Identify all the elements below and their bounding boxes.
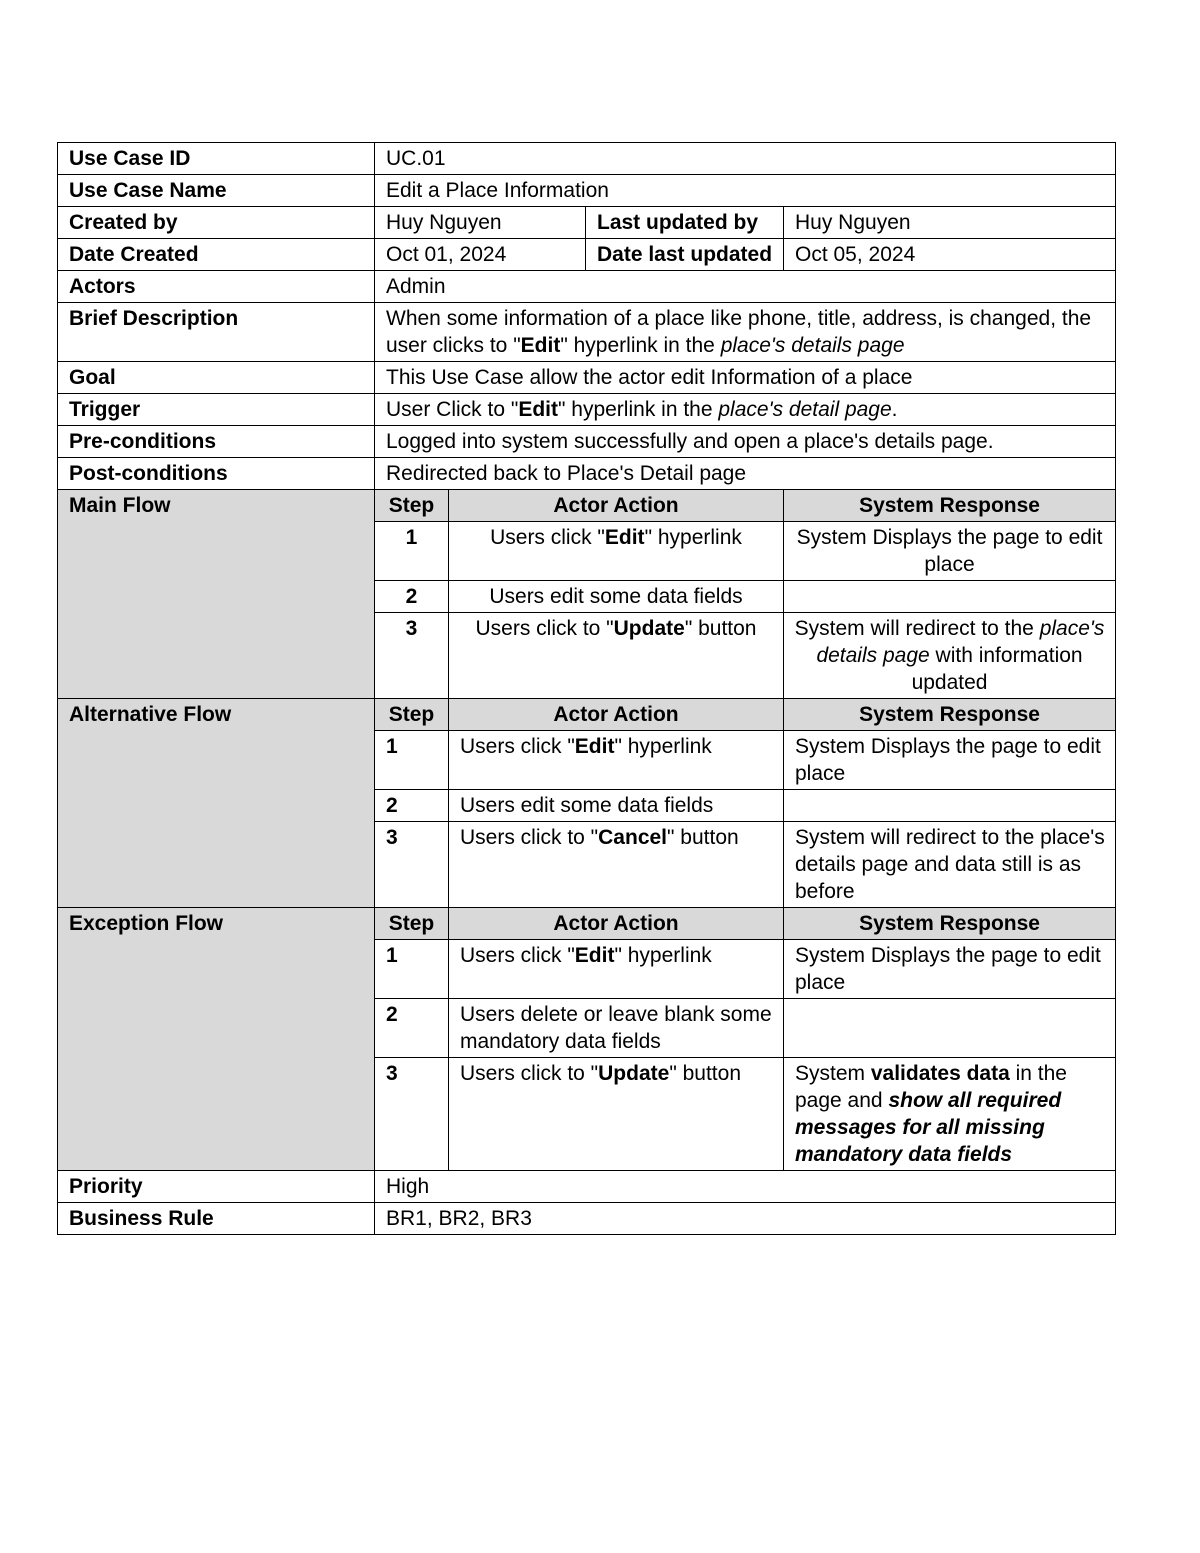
label-brief-description: Brief Description — [58, 303, 375, 362]
exc-step-2-action: Users delete or leave blank some mandatory data fields — [449, 999, 784, 1058]
value-use-case-id: UC.01 — [375, 143, 1116, 175]
main-step-3-action-b: " button — [684, 617, 757, 640]
value-postconditions: Redirected back to Place's Detail page — [375, 458, 1116, 490]
alt-flow-system-header: System Response — [784, 699, 1116, 731]
row-business-rule — [58, 1203, 1116, 1235]
label-alt-flow: Alternative Flow — [58, 699, 375, 908]
main-step-3-num: 3 — [375, 613, 449, 699]
main-step-1-action-kw: Edit — [604, 526, 645, 549]
exc-flow-actor-header: Actor Action — [449, 908, 784, 940]
exc-flow-system-header: System Response — [784, 908, 1116, 940]
exc-step-3-action-kw: Update — [598, 1062, 670, 1085]
trigger-page-ref: place's detail page — [718, 398, 892, 421]
value-brief-description — [375, 303, 1116, 362]
label-postconditions: Post-conditions — [58, 458, 375, 490]
row-postconditions — [58, 458, 1116, 490]
label-last-updated-by: Last updated by — [586, 207, 784, 239]
label-goal: Goal — [58, 362, 375, 394]
trigger-text-1: User Click to " — [386, 398, 519, 421]
alt-step-1-action-kw: Edit — [574, 735, 615, 758]
alt-step-1-action-a: Users click " — [460, 735, 575, 758]
exc-step-3-action-b: " button — [669, 1062, 742, 1085]
alt-step-3-action — [449, 822, 784, 908]
main-step-3-response — [784, 613, 1116, 699]
alt-step-1-action-b: " hyperlink — [614, 735, 712, 758]
alt-flow-step-header: Step — [375, 699, 449, 731]
value-use-case-name: Edit a Place Information — [375, 175, 1116, 207]
row-priority — [58, 1171, 1116, 1203]
value-business-rule: BR1, BR2, BR3 — [375, 1203, 1116, 1235]
exc-flow-step-header: Step — [375, 908, 449, 940]
main-flow-system-header: System Response — [784, 490, 1116, 522]
use-case-table — [57, 142, 1116, 1235]
exc-flow-header-row — [58, 908, 1116, 940]
value-goal: This Use Case allow the actor edit Information of a place — [375, 362, 1116, 394]
alt-step-2-num: 2 — [375, 790, 449, 822]
alt-step-1-num: 1 — [375, 731, 449, 790]
brief-edit-keyword: Edit — [520, 334, 561, 357]
main-step-3-resp-a: System will redirect to the — [794, 617, 1040, 640]
trigger-text-2: " hyperlink in the — [557, 398, 719, 421]
main-step-3-resp-ref: place's details page — [816, 617, 1105, 667]
alt-flow-actor-header: Actor Action — [449, 699, 784, 731]
value-actors: Admin — [375, 271, 1116, 303]
exc-step-2-response — [784, 999, 1116, 1058]
main-step-2-num: 2 — [375, 581, 449, 613]
exc-step-1-action-b: " hyperlink — [614, 944, 712, 967]
exc-step-3-resp-a: System — [795, 1062, 871, 1085]
row-created-by — [58, 207, 1116, 239]
alt-step-1-response: System Displays the page to edit place — [784, 731, 1116, 790]
row-trigger — [58, 394, 1116, 426]
main-step-1-action-b: " hyperlink — [644, 526, 742, 549]
value-priority: High — [375, 1171, 1116, 1203]
alt-flow-header-row — [58, 699, 1116, 731]
main-flow-header-row — [58, 490, 1116, 522]
exc-step-3-resp-emph: show all required messages for all missing mandatory data fields — [795, 1089, 1062, 1166]
label-date-last-updated: Date last updated — [586, 239, 784, 271]
main-step-2-response — [784, 581, 1116, 613]
label-date-created: Date Created — [58, 239, 375, 271]
label-preconditions: Pre-conditions — [58, 426, 375, 458]
main-step-1-num: 1 — [375, 522, 449, 581]
exc-step-3-num: 3 — [375, 1058, 449, 1171]
value-created-by: Huy Nguyen — [375, 207, 586, 239]
label-use-case-id: Use Case ID — [58, 143, 375, 175]
brief-text-2: " hyperlink in the — [560, 334, 721, 357]
exc-step-3-resp-b: in the page and — [795, 1062, 1067, 1112]
exc-step-2-num: 2 — [375, 999, 449, 1058]
exc-step-1-num: 1 — [375, 940, 449, 999]
exc-step-3-resp-bold: validates data — [870, 1062, 1010, 1085]
main-step-3-action-kw: Update — [613, 617, 685, 640]
exc-step-3-action — [449, 1058, 784, 1171]
alt-step-2-action: Users edit some data fields — [449, 790, 784, 822]
row-use-case-id — [58, 143, 1116, 175]
brief-page-ref: place's details page — [720, 334, 905, 357]
label-business-rule: Business Rule — [58, 1203, 375, 1235]
row-date-created — [58, 239, 1116, 271]
main-step-2-action: Users edit some data fields — [449, 581, 784, 613]
alt-step-3-num: 3 — [375, 822, 449, 908]
label-actors: Actors — [58, 271, 375, 303]
brief-text-1: When some information of a place like phone, title, address, is changed, the user clicks to " — [386, 307, 1092, 357]
label-created-by: Created by — [58, 207, 375, 239]
main-step-1-action — [449, 522, 784, 581]
label-priority: Priority — [58, 1171, 375, 1203]
row-goal — [58, 362, 1116, 394]
main-step-3-action — [449, 613, 784, 699]
alt-step-3-action-a: Users click to " — [460, 826, 599, 849]
exc-step-1-action — [449, 940, 784, 999]
value-preconditions: Logged into system successfully and open a place's details page. — [375, 426, 1116, 458]
row-brief-description — [58, 303, 1116, 362]
main-flow-step-header: Step — [375, 490, 449, 522]
main-step-3-action-a: Users click to " — [475, 617, 614, 640]
alt-step-3-response: System will redirect to the place's details page and data still is as before — [784, 822, 1116, 908]
alt-step-3-action-kw: Cancel — [598, 826, 668, 849]
alt-step-3-action-b: " button — [667, 826, 739, 849]
value-date-created: Oct 01, 2024 — [375, 239, 586, 271]
alt-step-1-action — [449, 731, 784, 790]
row-preconditions — [58, 426, 1116, 458]
exc-step-3-response — [784, 1058, 1116, 1171]
alt-step-2-response — [784, 790, 1116, 822]
main-step-1-response: System Displays the page to edit place — [784, 522, 1116, 581]
row-use-case-name — [58, 175, 1116, 207]
label-use-case-name: Use Case Name — [58, 175, 375, 207]
label-main-flow: Main Flow — [58, 490, 375, 699]
value-date-last-updated: Oct 05, 2024 — [784, 239, 1116, 271]
row-actors — [58, 271, 1116, 303]
exc-step-1-action-a: Users click " — [460, 944, 575, 967]
value-last-updated-by: Huy Nguyen — [784, 207, 1116, 239]
label-trigger: Trigger — [58, 394, 375, 426]
exc-step-1-action-kw: Edit — [574, 944, 615, 967]
value-trigger — [375, 394, 1116, 426]
exc-step-1-response: System Displays the page to edit place — [784, 940, 1116, 999]
trigger-edit-keyword: Edit — [518, 398, 558, 421]
label-exc-flow: Exception Flow — [58, 908, 375, 1171]
main-flow-actor-header: Actor Action — [449, 490, 784, 522]
main-step-1-action-a: Users click " — [490, 526, 605, 549]
trigger-text-3: . — [891, 398, 898, 421]
exc-step-3-action-a: Users click to " — [460, 1062, 599, 1085]
main-step-3-resp-b: with information updated — [911, 644, 1083, 694]
